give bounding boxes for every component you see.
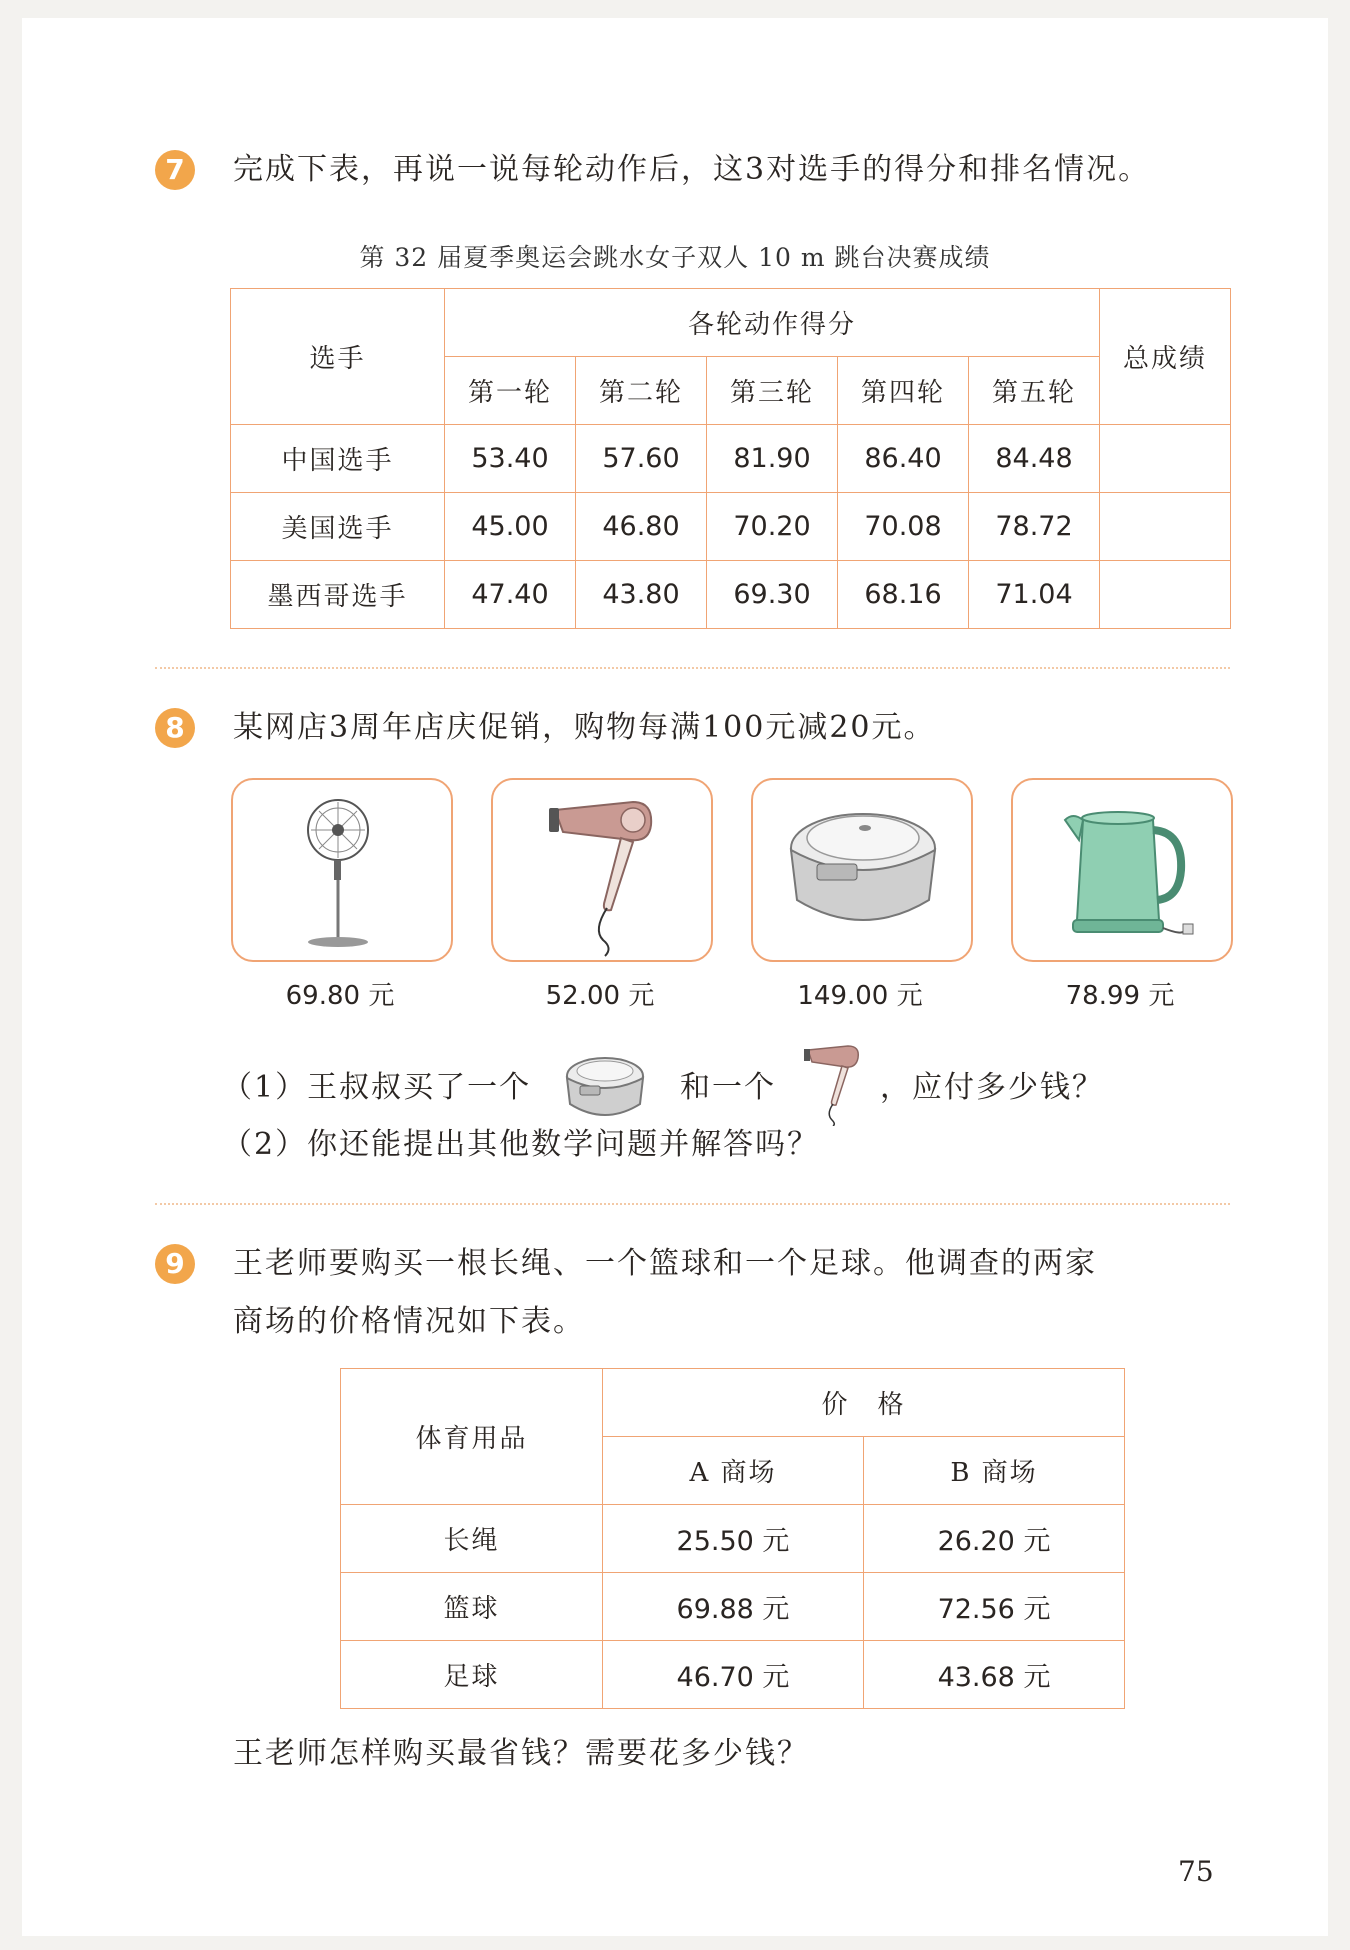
score-cell: 81.90 (707, 425, 838, 493)
score-cell: 45.00 (445, 493, 576, 561)
sub-question-1-prefix: （1）王叔叔买了一个 (222, 1070, 532, 1105)
score-cell: 68.16 (838, 561, 969, 629)
table-row (231, 493, 1231, 561)
sub-question-1-mid: 和一个 (680, 1070, 776, 1105)
table-row (231, 561, 1231, 629)
price-cell: 43.68 元 (864, 1641, 1125, 1709)
rice-cooker-icon (753, 780, 971, 960)
price-cell: 25.50 元 (603, 1505, 864, 1573)
total-cell[interactable] (1100, 493, 1231, 561)
sports-price-table (340, 1368, 1125, 1709)
score-cell: 86.40 (838, 425, 969, 493)
score-cell: 78.72 (969, 493, 1100, 561)
round-header: 第一轮 (445, 357, 576, 425)
question-7-text: 完成下表，再说一说每轮动作后，这3对选手的得分和排名情况。 (233, 152, 1151, 187)
electric-fan-icon (233, 780, 451, 960)
score-cell: 71.04 (969, 561, 1100, 629)
score-cell: 84.48 (969, 425, 1100, 493)
round-header: 第五轮 (969, 357, 1100, 425)
score-cell: 70.20 (707, 493, 838, 561)
product-card-fan (231, 778, 453, 962)
sub-question-1-suffix: ，应付多少钱？ (880, 1070, 1104, 1105)
total-cell[interactable] (1100, 425, 1231, 493)
player-name: 中国选手 (231, 425, 445, 493)
electric-kettle-icon (1013, 780, 1231, 960)
product-card-kettle (1011, 778, 1233, 962)
player-name: 美国选手 (231, 493, 445, 561)
store-a-header: A 商场 (603, 1437, 864, 1505)
table-caption: 第 32 届夏季奥运会跳水女子双人 10 m 跳台决赛成绩 (359, 243, 991, 272)
price-cell: 69.88 元 (603, 1573, 864, 1641)
sub-question-2: （2）你还能提出其他数学问题并解答吗？ (222, 1127, 820, 1162)
table-row (341, 1641, 1125, 1709)
player-header: 选手 (231, 289, 445, 425)
product-price: 78.99 元 (1065, 981, 1175, 1011)
score-cell: 43.80 (576, 561, 707, 629)
question-9-text-line1: 王老师要购买一根长绳、一个篮球和一个足球。他调查的两家 (233, 1246, 1097, 1281)
question-9-badge: 9 (155, 1244, 195, 1284)
item-name: 篮球 (341, 1573, 603, 1641)
table-row (341, 1573, 1125, 1641)
page-number: 75 (1178, 1855, 1214, 1888)
score-cell: 53.40 (445, 425, 576, 493)
score-cell: 70.08 (838, 493, 969, 561)
question-9-final: 王老师怎样购买最省钱？需要花多少钱？ (233, 1736, 809, 1771)
rice-cooker-icon (550, 1046, 660, 1126)
section-divider (155, 667, 1230, 669)
player-name: 墨西哥选手 (231, 561, 445, 629)
score-cell: 69.30 (707, 561, 838, 629)
product-price: 69.80 元 (285, 981, 395, 1011)
round-header: 第三轮 (707, 357, 838, 425)
price-cell: 46.70 元 (603, 1641, 864, 1709)
item-header: 体育用品 (341, 1369, 603, 1505)
question-8-badge: 8 (155, 708, 195, 748)
section-divider (155, 1203, 1230, 1205)
score-cell: 46.80 (576, 493, 707, 561)
product-card-hair-dryer (491, 778, 713, 962)
question-7-badge: 7 (155, 150, 195, 190)
price-cell: 26.20 元 (864, 1505, 1125, 1573)
total-header: 总成绩 (1100, 289, 1231, 425)
rounds-header: 各轮动作得分 (445, 289, 1100, 357)
question-9-text-line2: 商场的价格情况如下表。 (233, 1304, 585, 1339)
store-b-header: B 商场 (864, 1437, 1125, 1505)
item-name: 长绳 (341, 1505, 603, 1573)
round-header: 第四轮 (838, 357, 969, 425)
table-row (231, 425, 1231, 493)
score-cell: 47.40 (445, 561, 576, 629)
round-header: 第二轮 (576, 357, 707, 425)
diving-score-table (230, 288, 1231, 629)
product-price: 149.00 元 (797, 981, 923, 1011)
score-cell: 57.60 (576, 425, 707, 493)
table-row (341, 1505, 1125, 1573)
hair-dryer-icon (493, 780, 711, 960)
product-price: 52.00 元 (545, 981, 655, 1011)
hair-dryer-icon (800, 1036, 870, 1126)
product-card-rice-cooker (751, 778, 973, 962)
price-cell: 72.56 元 (864, 1573, 1125, 1641)
question-8-text: 某网店3周年店庆促销，购物每满100元减20元。 (233, 710, 936, 745)
total-cell[interactable] (1100, 561, 1231, 629)
price-header: 价 格 (603, 1369, 1125, 1437)
item-name: 足球 (341, 1641, 603, 1709)
